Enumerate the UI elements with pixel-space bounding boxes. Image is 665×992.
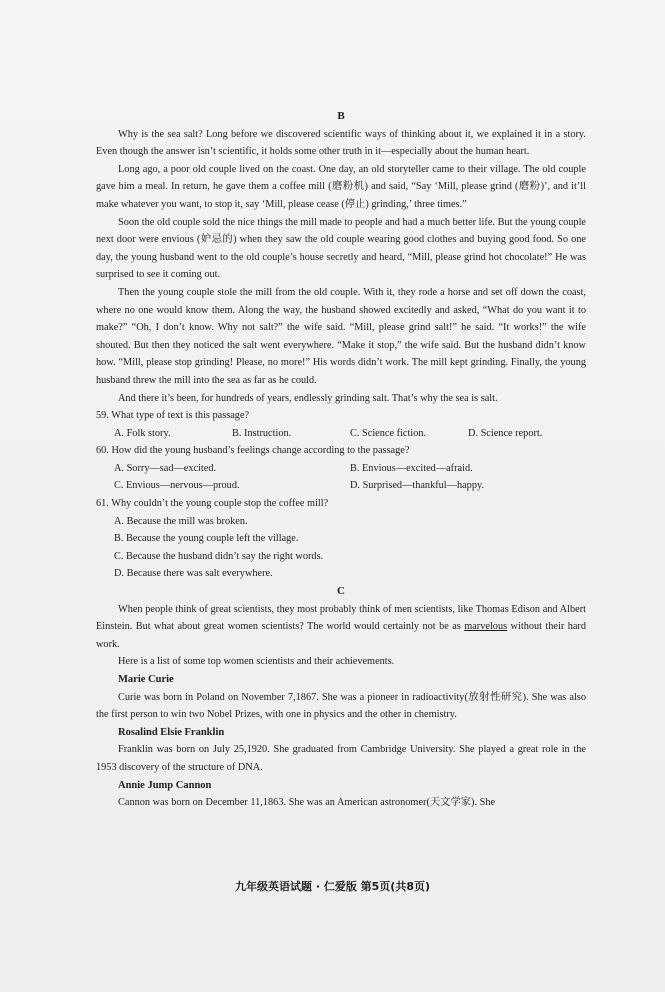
- scientist-text-franklin: Franklin was born on July 25,1920. She graduated from Cambridge University. She played a great role in the 1953 discovery of the structure of DNA.: [96, 744, 586, 773]
- question-61-stem: 61. Why couldn’t the young couple stop the coffee mill?: [96, 498, 329, 510]
- section-c-intro: [96, 601, 586, 654]
- question-60-options-row2: [96, 477, 586, 495]
- scientist-text-cannon: Cannon was born on December 11,1863. She was an American astronomer(天文学家). She: [118, 797, 496, 809]
- question-60-option-c: C. Envious—nervous—proud.: [114, 480, 240, 492]
- section-c-intro-start: When people think of great scientists, they most probably think of men scientists, like Thomas Edison and Albert Einstein. But what about great women scientists? The world would certainly not be as: [96, 603, 586, 633]
- section-c-paragraph: Here is a list of some top women scientists and their achievements.: [118, 656, 395, 668]
- question-60-stem: 60. How did the young husband’s feelings change according to the passage?: [96, 445, 410, 457]
- section-b-paragraph: Why is the sea salt? Long before we discovered scientific ways of thinking about it, we explained it in a story. Even though the answer isn’t scientific, it holds some other truth in it—especially about the human heart.: [96, 128, 586, 158]
- scientist-text-curie: Curie was born in Poland on November 7,1867. She was a pioneer in radioactivity(放射性研究). She was also the first person to win two Nobel Prizes, with one in physics and the other in chemistry.: [96, 691, 586, 721]
- question-59-option-c: C. Science fiction.: [350, 427, 427, 439]
- scientist-name-cannon: Annie Jump Cannon: [118, 779, 212, 791]
- question-59-option-d: D. Science report.: [468, 427, 543, 439]
- question-59-stem: 59. What type of text is this passage?: [96, 410, 250, 422]
- question-60-options-row1: [96, 460, 586, 478]
- question-61-option-d: D. Because there was salt everywhere.: [114, 568, 273, 580]
- section-b-heading: B: [337, 110, 345, 122]
- scientist-name-curie: Marie Curie: [118, 674, 174, 685]
- question-61-option-c: C. Because the husband didn’t say the right words.: [114, 550, 324, 562]
- question-59-option-b: B. Instruction.: [232, 427, 292, 439]
- section-c-heading: C: [337, 585, 345, 598]
- section-b-paragraph: Long ago, a poor old couple lived on the coast. One day, an old storyteller came to their village. The old couple gave him a meal. In return, he gave them a coffee mill (磨粉机) and said, “Say ‘Mill, please grind (磨粉)’, and it’ll make whatever you want, to stop it, say ‘Mill, please cease (停止) grinding,’ three times.”: [96, 163, 586, 210]
- scientist-name-franklin: Rosalind Elsie Franklin: [118, 726, 225, 738]
- page-content: [96, 108, 586, 812]
- question-60-option-b: B. Envious—excited—afraid.: [350, 462, 473, 474]
- section-c-intro-end: without their hard work.: [96, 621, 587, 650]
- underlined-word: marvelous: [464, 621, 508, 633]
- section-b-paragraph: Then the young couple stole the mill from the old couple. With it, they rode a horse and set off down the coast, where no one would know them. Along the way, the husband showed excitedly and asked, “What do you want it to make?” “Oh, I don’t know. Why not salt?” the wife said. “Mill, please grind salt!” he said. “It works!” the wife shouted. But then they noticed the salt went everywhere. “Make it stop,” the wife said. But the husband didn’t know how. “Mill, please stop grinding! Please, no more!” His words didn’t work. The mill kept grinding. Finally, the young husband threw the mill into the sea as far as he could.: [96, 286, 586, 386]
- question-61-option-a: A. Because the mill was broken.: [114, 515, 248, 527]
- question-61-option-b: B. Because the young couple left the village.: [114, 533, 299, 545]
- section-b-paragraph: Soon the old couple sold the nice things the mill made to people and had a much better life. But the young couple next door were envious (妒忌的) when they saw the old couple wearing good clothes and buying good food. So one day, the young husband went to the old couple’s house secretly and heard, “Mill, please grind hot chocolate!” He was surprised to see it coming out.: [96, 216, 586, 281]
- page-footer: 九年级英语试题 · 仁爱版 第5页(共8页): [234, 880, 431, 893]
- question-59-option-a: A. Folk story.: [114, 427, 171, 439]
- section-b-paragraph: And there it’s been, for hundreds of years, endlessly grinding salt. That’s why the sea is salt.: [118, 392, 498, 404]
- question-60-option-a: A. Sorry—sad—excited.: [114, 462, 217, 474]
- question-60-option-d: D. Surprised—thankful—happy.: [350, 480, 485, 492]
- question-59-options: [96, 425, 586, 443]
